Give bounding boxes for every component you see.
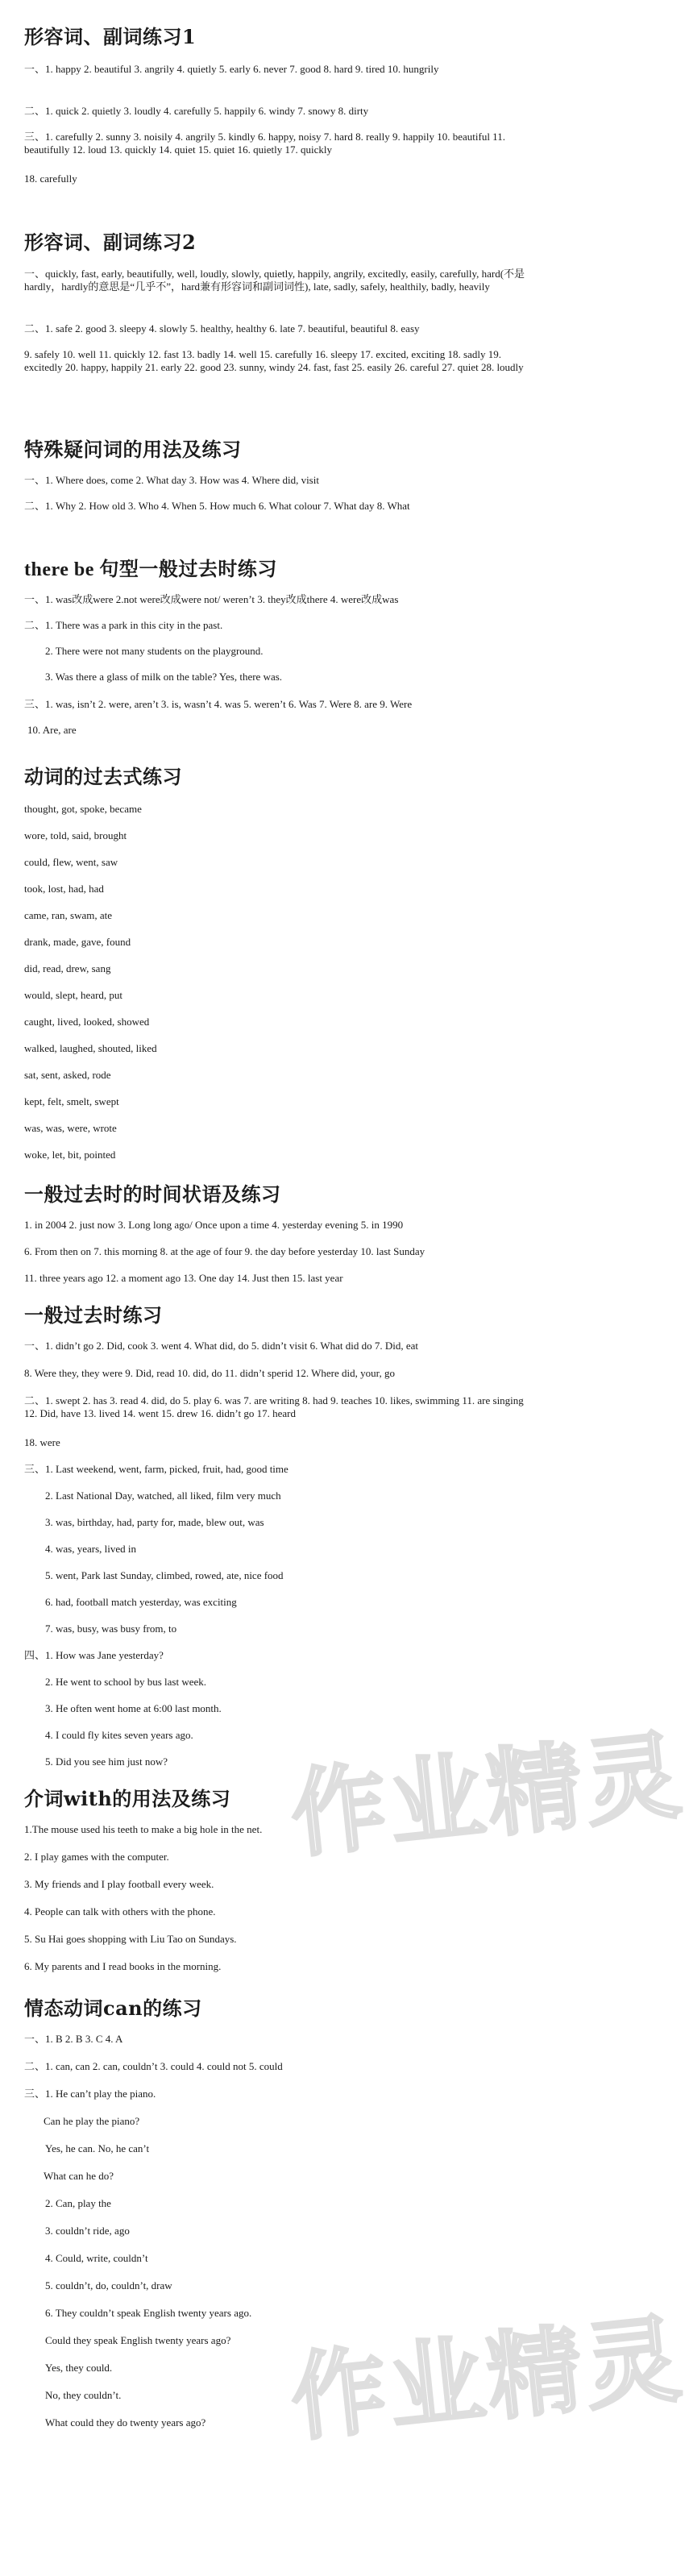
verb-line: thought, got, spoke, became [24,803,142,815]
section-title-adjective-adverb-2: 形容词、副词练习2 [24,231,197,254]
answer-line: 一、1. was改成were 2.not were改成were not/ weren’t 3. they改成there 4. were改成was [24,593,399,605]
answer-line: 三、1. carefully 2. sunny 3. noisily 4. angrily 5. kindly 6. happy, noisy 7. hard 8. really 9. happily 10. beautiful 11. beautifully 12. loud 13. quickly 14. quiet 15. quiet 16. quietly 17. quickly [24,131,505,156]
answer-line: 18. were [24,1436,60,1448]
answer-line: 一、1. happy 2. beautiful 3. angrily 4. quietly 5. early 6. never 7. good 8. hard 9. tired 10. hungrily [24,63,439,75]
section-title-there-be-en: there be [24,559,100,580]
answer-line: What can he do? [44,2170,114,2182]
answer-line: Yes, he can. No, he can’t [45,2142,150,2154]
verb-line: walked, laughed, shouted, liked [24,1042,157,1054]
answer-line: 二、1. quick 2. quietly 3. loudly 4. carefully 5. happily 6. windy 7. snowy 8. dirty [24,105,369,117]
verb-line: woke, let, bit, pointed [24,1149,116,1161]
watermark: 作业精灵 [285,1718,689,1872]
answer-line: 3. My friends and I play football every week. [24,1878,214,1890]
answer-line: Yes, they could. [45,2362,113,2374]
answer-line: 5. Did you see him just now? [45,1755,168,1768]
answer-line: 一、quickly, fast, early, beautifully, well, loudly, slowly, quietly, happily, angrily, excitedly, easily, carefully, hard(不是hardly，hardly的意思是“几乎不”，hard兼有形容词和副词词性), late, sadly, safely, healthily, badly, heavily [24,268,525,293]
answer-line: 2. Can, play the [45,2197,111,2209]
answer-line: 4. was, years, lived in [45,1543,137,1555]
answer-line: 3. Was there a glass of milk on the table? Yes, there was. [45,671,283,683]
answer-line: 三、1. He can’t play the piano. [24,2088,156,2100]
answer-line: 2. He went to school by bus last week. [45,1676,207,1688]
answer-line: 二、1. There was a park in this city in the past. [24,619,223,631]
answer-line: 一、1. Where does, come 2. What day 3. How was 4. Where did, visit [24,474,319,486]
answer-line: 二、1. safe 2. good 3. sleepy 4. slowly 5. healthy, healthy 6. late 7. beautiful, beautiful 8. easy [24,322,420,334]
section-title-there-be-cn: 句型一般过去时练习 [99,557,277,580]
answer-line: 3. couldn’t ride, ago [45,2225,130,2237]
answer-line: 5. Su Hai goes shopping with Liu Tao on Sundays. [24,1933,237,1945]
verb-line: would, slept, heard, put [24,989,123,1001]
answer-line: 2. I play games with the computer. [24,1851,169,1863]
section-title-question-words: 特殊疑问词的用法及练习 [24,438,242,461]
section-title-past-tense-verbs: 动词的过去式练习 [24,765,182,788]
answer-line: 一、1. B 2. B 3. C 4. A [24,2033,123,2045]
answer-line: 5. couldn’t, do, couldn’t, draw [45,2279,172,2291]
verb-line: came, ran, swam, ate [24,909,113,921]
answer-line: What could they do twenty years ago? [45,2416,206,2429]
answer-line: 三、1. was, isn’t 2. were, aren’t 3. is, wasn’t 4. was 5. weren’t 6. Was 7. Were 8. are 9. Were [24,698,413,710]
answer-line: 4. I could fly kites seven years ago. [45,1729,193,1741]
answer-line: 11. three years ago 12. a moment ago 13. One day 14. Just then 15. last year [24,1272,343,1284]
answer-line: 6. had, football match yesterday, was exciting [45,1596,237,1608]
answer-line: 8. Were they, they were 9. Did, read 10. did, do 11. didn’t sperid 12. Where did, your, go [24,1367,395,1379]
answer-line: 6. From then on 7. this morning 8. at the age of four 9. the day before yesterday 10. last Sunday [24,1245,425,1257]
section-title-preposition-with: 介词with的用法及练习 [24,1787,231,1810]
answer-line: 1.The mouse used his teeth to make a big hole in the net. [24,1823,263,1835]
verb-line: caught, lived, looked, showed [24,1016,150,1028]
answer-line: 3. He often went home at 6:00 last month. [45,1702,222,1714]
answer-line: 2. There were not many students on the playground. [45,645,264,657]
answer-line: 18. carefully [24,172,77,185]
answer-line: 9. safely 10. well 11. quickly 12. fast 13. badly 14. well 15. carefully 16. sleepy 17. excited, exciting 18. sadly 19. excitedly 20. happy, happily 21. early 22. good 23. sunny, windy 24. fast, fast 25. easily 26. careful 27. quiet 28. loudly [24,348,524,373]
answer-line: 1. in 2004 2. just now 3. Long long ago/ Once upon a time 4. yesterday evening 5. in 1990 [24,1219,404,1231]
section-title-simple-past: 一般过去时练习 [24,1303,163,1327]
answer-line: 10. Are, are [27,724,77,736]
verb-line: kept, felt, smelt, swept [24,1095,119,1107]
answer-line: No, they couldn’t. [45,2389,122,2401]
verb-line: wore, told, said, brought [24,829,127,841]
answer-line: 6. My parents and I read books in the morning. [24,1960,222,1972]
section-title-there-be [24,553,277,581]
verb-line: did, read, drew, sang [24,962,111,974]
verb-line: took, lost, had, had [24,883,104,895]
section-title-time-adverbials: 一般过去时的时间状语及练习 [24,1182,281,1206]
answer-line: 二、1. Why 2. How old 3. Who 4. When 5. How much 6. What colour 7. What day 8. What [24,500,410,512]
answer-line: 3. was, birthday, had, party for, made, blew out, was [45,1516,264,1528]
answer-line: Can he play the piano? [44,2115,140,2127]
verb-line: was, was, were, wrote [24,1122,117,1134]
answer-line: 四、1. How was Jane yesterday? [24,1649,164,1661]
answer-line: 2. Last National Day, watched, all liked, film very much [45,1490,281,1502]
answer-line: 7. was, busy, was busy from, to [45,1622,177,1635]
answer-line: 一、1. didn’t go 2. Did, cook 3. went 4. What did, do 5. didn’t visit 6. What did do 7. Did, eat [24,1340,419,1352]
answer-line: 4. Could, write, couldn’t [45,2252,148,2264]
verb-line: sat, sent, asked, rode [24,1069,111,1081]
answer-line: 4. People can talk with others with the phone. [24,1905,216,1917]
section-title-modal-can: 情态动词can的练习 [24,1996,202,2020]
answer-line: 二、1. can, can 2. can, couldn’t 3. could 4. could not 5. could [24,2060,283,2072]
answer-line: 二、1. swept 2. has 3. read 4. did, do 5. play 6. was 7. are writing 8. had 9. teaches 10. likes, swimming 11. are singing 12. Did, have 13. lived 14. went 15. drew 16. didn’t go 17. heard [24,1394,524,1419]
watermark: 作业精灵 [285,2302,689,2455]
answer-line: 5. went, Park last Sunday, climbed, rowed, ate, nice food [45,1569,284,1581]
answer-line: Could they speak English twenty years ago? [45,2334,231,2346]
answer-line: 6. They couldn’t speak English twenty years ago. [45,2307,252,2319]
section-title-adjective-adverb-1: 形容词、副词练习1 [24,25,197,48]
verb-line: could, flew, went, saw [24,856,118,868]
verb-line: drank, made, gave, found [24,936,131,948]
answer-line: 三、1. Last weekend, went, farm, picked, fruit, had, good time [24,1463,288,1475]
